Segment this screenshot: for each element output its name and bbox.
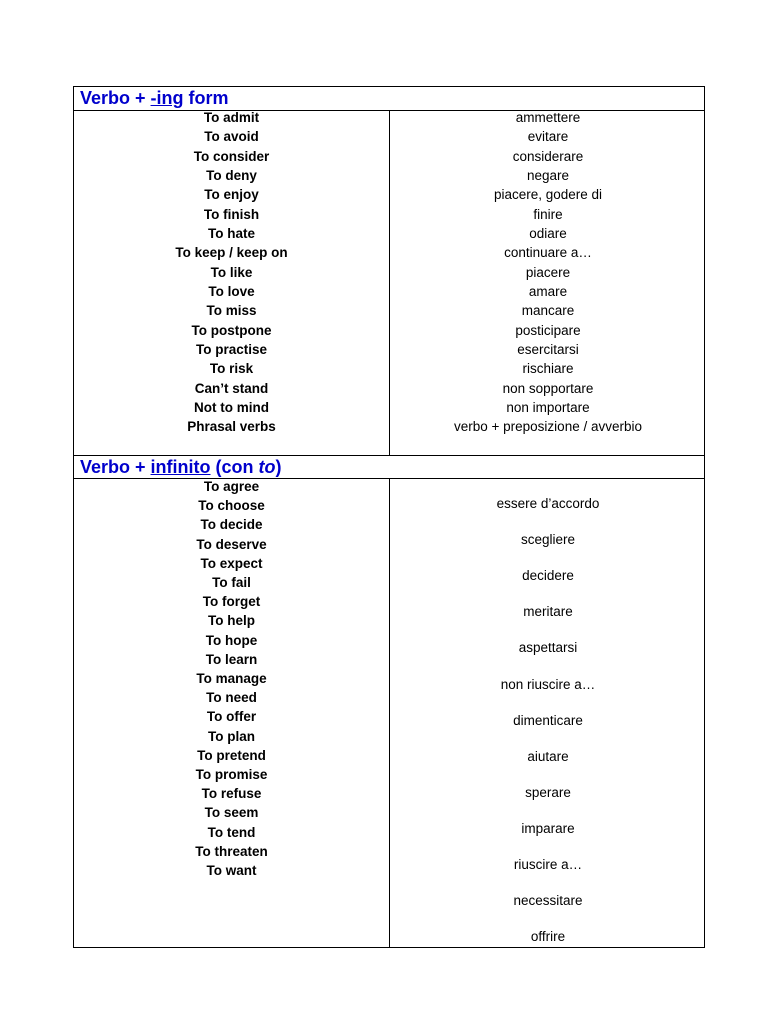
verb-english: To manage	[196, 671, 267, 686]
verb-italian: verbo + preposizione / avverbio	[454, 419, 642, 435]
verb-italian: considerare	[512, 148, 584, 164]
verb-italian: aiutare	[527, 748, 569, 764]
verb-italian: rischiare	[522, 361, 574, 377]
verb-english: To love	[208, 283, 255, 299]
verb-italian: non sopportare	[502, 380, 594, 396]
verb-italian: dimenticare	[513, 712, 583, 728]
verb-english: To consider	[193, 148, 270, 164]
verb-italian: sperare	[525, 784, 571, 800]
verb-italian: necessitare	[513, 893, 583, 909]
heading-underlined: -ing	[150, 88, 184, 108]
verb-italian: ammettere	[515, 110, 581, 125]
verb-english: To enjoy	[204, 187, 259, 203]
verb-italian: riuscire a…	[513, 857, 583, 872]
verb-english: To hate	[208, 225, 255, 241]
verb-italian: essere d’accordo	[496, 496, 600, 511]
verb-english: To pretend	[197, 747, 266, 763]
heading-prefix: Verbo +	[80, 457, 151, 477]
verb-italian: finire	[533, 206, 563, 222]
verb-italian: piacere, godere di	[493, 187, 603, 203]
verb-english: To deny	[206, 167, 257, 183]
verb-italian: non riuscire a…	[500, 676, 596, 692]
verb-english: To practise	[195, 341, 268, 357]
verb-english: To tend	[207, 824, 256, 840]
verb-english: To agree	[203, 479, 260, 494]
verb-table	[73, 86, 705, 948]
verb-italian: amare	[528, 283, 568, 299]
verb-english: To choose	[198, 498, 265, 514]
verb-english: Can’t stand	[194, 380, 269, 396]
verb-italian: posticipare	[515, 322, 581, 338]
verb-italian: scegliere	[520, 532, 576, 548]
verb-italian: continuare a…	[504, 245, 592, 261]
verb-english: To offer	[206, 709, 257, 725]
verb-english: To decide	[200, 517, 263, 533]
verb-italian: mancare	[521, 303, 575, 319]
verb-english: To refuse	[201, 786, 262, 802]
verb-italian: decidere	[522, 568, 574, 584]
verb-english: To like	[210, 264, 253, 280]
verb-italian: negare	[526, 167, 570, 183]
verb-italian: meritare	[523, 604, 573, 620]
verb-italian: piacere	[525, 264, 571, 280]
verb-english: Not to mind	[194, 399, 269, 415]
heading-mid: (con	[210, 457, 259, 477]
verb-english: To want	[206, 863, 257, 878]
verb-english: To fail	[212, 575, 251, 590]
verb-english: To avoid	[204, 129, 259, 145]
verb-italian: aspettarsi	[518, 640, 578, 656]
verb-english: To postpone	[191, 322, 272, 338]
verb-english: To help	[208, 613, 255, 629]
verb-english: To seem	[204, 805, 259, 821]
verb-english: To plan	[208, 728, 255, 744]
verb-english: To keep / keep on	[175, 245, 288, 261]
verb-italian: offrire	[530, 929, 566, 945]
verb-english: To learn	[205, 651, 258, 667]
verb-english: To need	[206, 690, 257, 706]
heading-suffix: form	[183, 88, 229, 108]
verb-english: To admit	[203, 110, 260, 125]
verb-english: To threaten	[195, 843, 268, 859]
verb-english: To deserve	[196, 536, 267, 552]
heading-prefix: Verbo +	[80, 88, 151, 108]
verb-english: To forget	[202, 594, 261, 610]
section-heading-infinitive	[74, 455, 704, 479]
verb-english: To finish	[203, 206, 260, 222]
verb-english: To risk	[209, 361, 254, 377]
verb-english: To promise	[195, 767, 268, 782]
verb-english: To expect	[200, 555, 263, 571]
section-heading-ing	[74, 87, 704, 111]
verb-italian: odiare	[529, 225, 567, 241]
heading-suffix: )	[275, 457, 282, 477]
verb-english: To hope	[205, 632, 258, 648]
verb-english: To miss	[206, 303, 257, 319]
heading-italic: to	[258, 457, 276, 477]
verb-italian: esercitarsi	[517, 341, 579, 357]
heading-underlined: infinito	[150, 457, 211, 477]
verb-italian: imparare	[521, 820, 575, 836]
verb-english: Phrasal verbs	[187, 419, 276, 435]
verb-italian: non importare	[506, 399, 590, 415]
verb-italian: evitare	[527, 129, 569, 145]
